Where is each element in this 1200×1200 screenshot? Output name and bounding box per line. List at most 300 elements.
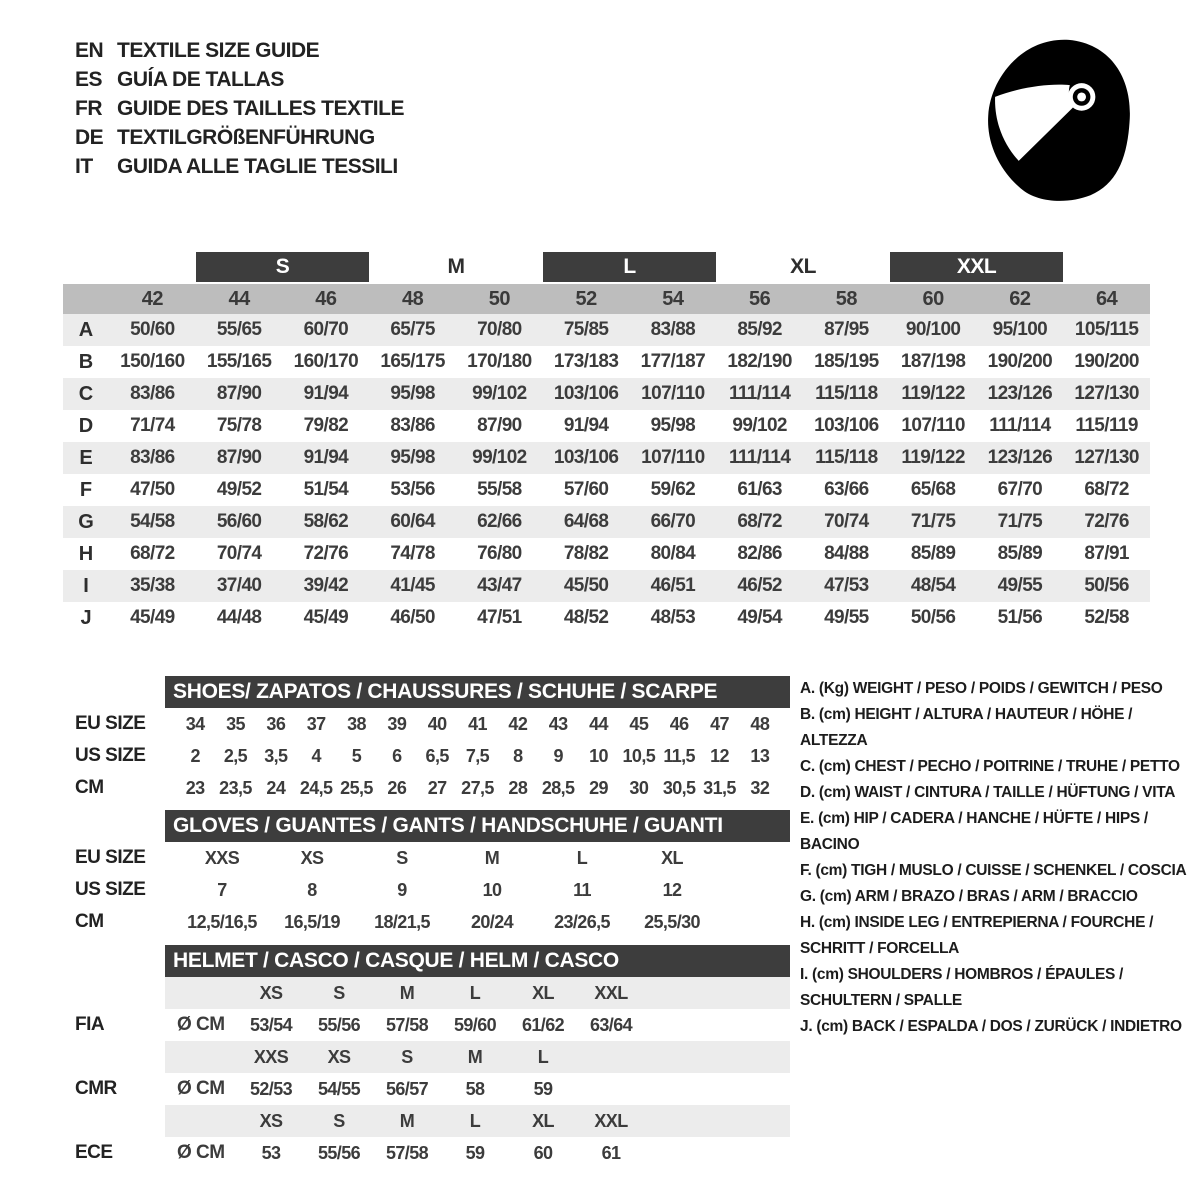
legend-unit: (cm) (812, 966, 844, 983)
measurement-cell: 115/118 (815, 447, 878, 468)
size-value-cell: 25,5/30 (644, 911, 700, 932)
gloves-size-values (165, 874, 790, 906)
row-label: CM (75, 911, 104, 932)
measurement-cell: 190/200 (1074, 351, 1139, 372)
measurement-cell: 95/98 (650, 415, 696, 436)
measurement-cell: 185/195 (814, 351, 879, 372)
size-value-cell: 53 (261, 1142, 281, 1163)
measurement-cell: 119/122 (901, 383, 965, 404)
row-letter: C (78, 382, 94, 405)
size-value-cell: 12 (710, 745, 729, 766)
legend-item (800, 884, 1198, 910)
helmet-standard-row (63, 1137, 790, 1169)
size-value-cell: 5 (351, 745, 362, 766)
gloves-table-title: GLOVES / GUANTES / GANTS / HANDSCHUHE / GUANTI (165, 810, 790, 842)
guide-title: GUIDE DES TAILLES TEXTILE (117, 96, 404, 120)
helmet-size-header-row (63, 1041, 790, 1073)
legend-text: HIP / CADERA / HANCHE / HÜFTE / HIPS / BACINO (800, 810, 1148, 853)
size-value-cell: 20/24 (470, 911, 514, 932)
measurement-cell: 107/110 (641, 447, 705, 468)
legend-text: HEIGHT / ALTURA / HAUTEUR / HÖHE / ALTEZZA (800, 706, 1133, 749)
measurement-row (63, 538, 1150, 570)
measurement-cell: 91/94 (303, 447, 349, 468)
size-value-cell: 29 (589, 777, 608, 798)
measurement-cell: 61/63 (737, 479, 782, 500)
gloves-size-values (165, 842, 790, 874)
measurement-cell: 57/60 (563, 479, 609, 500)
measurement-cell: 107/110 (641, 383, 705, 404)
language-code: DE (75, 125, 104, 149)
language-code: FR (75, 96, 102, 120)
legend-text: WAIST / CINTURA / TAILLE / HÜFTUNG / VITA (854, 784, 1176, 801)
measurement-cell: 46/51 (650, 575, 696, 596)
size-value-cell: 57/58 (385, 1014, 429, 1035)
language-title-list (75, 36, 404, 181)
measurement-cell: 48/53 (650, 607, 696, 628)
measurement-legend (800, 676, 1198, 1040)
measurement-cell: 107/110 (901, 415, 965, 436)
row-label: US SIZE (75, 745, 146, 766)
measurement-cell: 95/98 (390, 383, 435, 404)
measurement-row (63, 314, 1150, 346)
helmet-table-title: HELMET / CASCO / CASQUE / HELM / CASCO (165, 945, 790, 977)
measurement-cell: 83/88 (650, 319, 696, 340)
measurement-cell: 170/180 (467, 351, 532, 372)
measurement-cell: 177/187 (640, 351, 706, 372)
language-title-row (75, 65, 404, 94)
measurement-cell: 68/72 (1084, 479, 1129, 500)
size-value-cell: 11,5 (663, 745, 695, 766)
size-value-cell: 7,5 (465, 745, 490, 766)
size-value-cell: 59/60 (453, 1014, 497, 1035)
legend-item (800, 676, 1198, 702)
numeric-size-row (63, 284, 1150, 314)
size-value-cell: 61/62 (521, 1014, 565, 1035)
size-value-cell: M (484, 847, 500, 868)
gloves-rows (63, 842, 790, 938)
size-band-s: S (196, 252, 370, 282)
measurement-cell: 103/106 (814, 415, 879, 436)
helmet-size-name-cell: L (537, 1046, 549, 1067)
measurement-row (63, 506, 1150, 538)
measurement-cell: 182/190 (727, 351, 792, 372)
measurement-cell: 103/106 (553, 447, 619, 468)
shoes-size-values (165, 772, 790, 804)
measurement-cell: 47/53 (824, 575, 869, 596)
standard-label: CMR (75, 1078, 117, 1099)
measurement-cell: 49/55 (824, 607, 869, 628)
size-band-m: M (447, 255, 465, 278)
legend-key: I. (800, 966, 809, 983)
size-value-cell: 60 (533, 1142, 553, 1163)
measurement-cell: 71/74 (130, 415, 175, 436)
legend-text: ARM / BRAZO / BRAS / ARM / BRACCIO (854, 888, 1138, 905)
measurement-row (63, 442, 1150, 474)
size-value-cell: 11 (573, 879, 591, 900)
size-band-l: L (543, 252, 717, 282)
size-value-cell: 8 (307, 879, 317, 900)
legend-unit: (Kg) (818, 680, 849, 697)
measurement-cell: 46/50 (390, 607, 435, 628)
size-value-cell: 31,5 (703, 777, 736, 798)
size-value-cell: 12 (662, 879, 682, 900)
helmet-size-values (165, 1073, 790, 1105)
shoes-size-values (165, 740, 790, 772)
helmet-size-name-cell: XS (327, 1046, 351, 1067)
size-value-cell: XS (300, 847, 324, 868)
title-spacer (63, 810, 165, 842)
measurement-cell: 111/114 (728, 383, 791, 404)
numeric-size-cell: 44 (228, 287, 250, 310)
size-value-cell: 37 (306, 713, 326, 734)
size-value-cell: 2 (190, 745, 200, 766)
row-label: EU SIZE (75, 713, 146, 734)
measurement-cell: 105/115 (1074, 319, 1139, 340)
helmet-size-name-cell: S (333, 982, 345, 1003)
legend-key: A. (800, 680, 815, 697)
measurement-cell: 72/76 (303, 543, 349, 564)
shoes-size-row (63, 708, 790, 740)
size-value-cell: XL (661, 847, 683, 868)
size-value-cell: 4 (311, 745, 321, 766)
measurement-cell: 55/58 (477, 479, 522, 500)
size-value-cell: 27 (427, 777, 447, 798)
measurement-row (63, 570, 1150, 602)
standard-label: FIA (75, 1014, 105, 1035)
measurement-cell: 99/102 (732, 415, 787, 436)
size-value-cell: 30 (629, 777, 649, 798)
size-value-cell: 55/56 (317, 1142, 361, 1163)
size-value-cell: 10 (482, 879, 502, 900)
legend-key: D. (800, 784, 815, 801)
row-letter: I (83, 574, 89, 597)
legend-item (800, 858, 1198, 884)
helmet-size-header-row (63, 1105, 790, 1137)
language-code: EN (75, 38, 104, 62)
measurement-cell: 85/92 (737, 319, 782, 340)
size-value-cell: 56/57 (385, 1078, 429, 1099)
measurement-cell: 44/48 (216, 607, 262, 628)
helmet-standard-row (63, 1009, 790, 1041)
measurement-cell: 58/62 (303, 511, 349, 532)
legend-key: F. (800, 862, 812, 879)
legend-key: B. (800, 706, 815, 723)
language-code: ES (75, 67, 103, 91)
measurement-cell: 45/49 (130, 607, 175, 628)
measurement-cell: 82/86 (737, 543, 782, 564)
guide-title: GUÍA DE TALLAS (117, 67, 284, 91)
numeric-size-cell: 60 (922, 287, 944, 310)
size-value-cell: 44 (589, 713, 608, 734)
size-value-cell: 52/53 (249, 1078, 293, 1099)
title-spacer (63, 676, 165, 708)
row-letter: G (78, 510, 94, 533)
helmet-size-header-row (63, 977, 790, 1009)
measurement-cell: 187/198 (900, 351, 966, 372)
guide-title: GUIDA ALLE TAGLIE TESSILI (117, 154, 398, 178)
numeric-size-cell: 56 (749, 287, 771, 310)
shoes-size-row (63, 772, 790, 804)
size-value-cell: 57/58 (385, 1142, 429, 1163)
size-value-cell: 59 (465, 1142, 485, 1163)
measurement-cell: 59/62 (650, 479, 696, 500)
shoes-size-table (63, 676, 790, 804)
legend-text: INSIDE LEG / ENTREPIERNA / FOURCHE / SCHRITT / FORCELLA (800, 914, 1154, 957)
measurement-row (63, 378, 1150, 410)
unit-label: Ø CM (177, 1078, 225, 1099)
size-value-cell: L (576, 847, 588, 868)
helmet-size-name-cell: L (469, 982, 481, 1003)
size-value-cell: 23,5 (219, 777, 252, 798)
measurement-cell: 50/56 (910, 607, 956, 628)
size-value-cell: 43 (548, 713, 568, 734)
guide-title: TEXTILGRÖßENFÜHRUNG (117, 125, 375, 149)
legend-text: CHEST / PECHO / POITRINE / TRUHE / PETTO (854, 758, 1180, 775)
measurement-cell: 119/122 (901, 447, 965, 468)
measurement-cell: 39/42 (303, 575, 349, 596)
measurement-cell: 75/85 (563, 319, 609, 340)
measurement-cell: 53/56 (390, 479, 435, 500)
measurement-cell: 87/91 (1084, 543, 1129, 564)
measurement-row (63, 410, 1150, 442)
size-value-cell: 48 (750, 713, 770, 734)
measurement-cell: 70/80 (477, 319, 522, 340)
size-value-cell: 39 (387, 713, 407, 734)
size-value-cell: 7 (217, 879, 227, 900)
row-label: US SIZE (75, 879, 146, 900)
measurement-cell: 115/119 (1075, 415, 1138, 436)
measurement-cell: 65/68 (910, 479, 956, 500)
helmet-size-name-cell: XS (259, 982, 283, 1003)
helmet-size-name-cell: XXL (594, 982, 628, 1003)
size-value-cell: 9 (397, 879, 407, 900)
row-letter: D (78, 414, 94, 437)
size-value-cell: S (396, 847, 408, 868)
legend-key: J. (800, 1018, 813, 1035)
helmet-standard-row (63, 1073, 790, 1105)
size-value-cell: 9 (553, 745, 563, 766)
language-title-row (75, 94, 404, 123)
legend-unit: (cm) (818, 810, 850, 827)
measurement-cell: 60/64 (390, 511, 435, 532)
measurement-cell: 99/102 (472, 447, 527, 468)
measurement-row (63, 346, 1150, 378)
measurement-cell: 75/78 (216, 415, 262, 436)
size-value-cell: 34 (185, 713, 205, 734)
measurement-cell: 62/66 (477, 511, 522, 532)
size-value-cell: 32 (750, 777, 770, 798)
legend-unit: (cm) (815, 862, 848, 879)
unit-label: Ø CM (177, 1014, 225, 1035)
row-label-spacer (63, 1041, 165, 1073)
measurement-cell: 47/50 (130, 479, 175, 500)
size-value-cell: 47 (710, 713, 729, 734)
numeric-size-cell: 64 (1096, 287, 1118, 310)
measurement-cell: 123/126 (987, 383, 1053, 404)
shoes-size-values (165, 708, 790, 740)
helmet-size-names (165, 977, 790, 1009)
size-value-cell: 24,5 (299, 777, 333, 798)
numeric-size-cell: 58 (835, 287, 857, 310)
size-value-cell: 3,5 (264, 745, 288, 766)
legend-unit: (cm) (819, 888, 852, 905)
size-value-cell: 6 (392, 745, 402, 766)
size-value-cell: 6,5 (425, 745, 449, 766)
size-value-cell: 42 (508, 713, 528, 734)
size-value-cell: 45 (629, 713, 649, 734)
size-value-cell: 23 (185, 777, 205, 798)
measurement-rows (63, 314, 1150, 634)
measurement-cell: 48/54 (910, 575, 956, 596)
measurement-cell: 49/54 (737, 607, 782, 628)
helmet-icon (975, 36, 1143, 208)
measurement-cell: 87/90 (216, 383, 262, 404)
measurement-cell: 90/100 (905, 319, 961, 340)
numeric-size-cell: 52 (575, 287, 597, 310)
helmet-size-name-cell: S (401, 1046, 413, 1067)
helmet-size-name-cell: M (399, 1110, 415, 1131)
size-value-cell: XXS (204, 847, 240, 868)
measurement-cell: 91/94 (563, 415, 609, 436)
measurement-cell: 83/86 (390, 415, 435, 436)
legend-key: G. (800, 888, 816, 905)
measurement-cell: 84/88 (824, 543, 869, 564)
measurement-cell: 49/52 (216, 479, 262, 500)
size-value-cell: 38 (347, 713, 366, 734)
helmet-size-names (165, 1041, 790, 1073)
size-value-cell: 13 (750, 745, 770, 766)
legend-unit: (cm) (816, 1018, 848, 1035)
measurement-cell: 37/40 (216, 575, 262, 596)
measurement-cell: 51/54 (303, 479, 349, 500)
measurement-cell: 83/86 (130, 447, 175, 468)
legend-item (800, 780, 1198, 806)
measurement-cell: 190/200 (987, 351, 1053, 372)
size-value-cell: 12,5/16,5 (187, 911, 257, 932)
title-spacer (63, 945, 165, 977)
textile-size-table (63, 252, 1150, 634)
size-value-cell: 10 (589, 745, 608, 766)
row-label: CM (75, 777, 104, 798)
measurement-row (63, 602, 1150, 634)
row-letter: F (79, 478, 93, 501)
spacer (63, 938, 790, 945)
legend-text: TIGH / MUSLO / CUISSE / SCHENKEL / COSCIA (851, 862, 1187, 879)
size-value-cell: 41 (468, 713, 487, 734)
size-value-cell: 46 (669, 713, 689, 734)
measurement-cell: 85/89 (910, 543, 956, 564)
measurement-cell: 85/89 (997, 543, 1043, 564)
legend-item (800, 754, 1198, 780)
gloves-size-row (63, 906, 790, 938)
measurement-cell: 123/126 (987, 447, 1053, 468)
measurement-row (63, 474, 1150, 506)
measurement-cell: 165/175 (380, 351, 445, 372)
helmet-size-name-cell: XXS (253, 1046, 289, 1067)
measurement-cell: 60/70 (303, 319, 349, 340)
size-band-row (63, 252, 1150, 282)
measurement-cell: 45/49 (303, 607, 349, 628)
numeric-size-cell: 46 (315, 287, 337, 310)
legend-item (800, 806, 1198, 858)
size-value-cell: 16,5/19 (284, 911, 340, 932)
gloves-size-row (63, 842, 790, 874)
size-value-cell: 28 (508, 777, 528, 798)
legend-text: BACK / ESPALDA / DOS / ZURÜCK / INDIETRO (851, 1018, 1182, 1035)
measurement-cell: 80/84 (650, 543, 696, 564)
measurement-cell: 68/72 (737, 511, 782, 532)
measurement-cell: 64/68 (563, 511, 609, 532)
measurement-cell: 87/90 (216, 447, 262, 468)
helmet-size-name-cell: L (469, 1110, 481, 1131)
helmet-sections (63, 977, 790, 1169)
size-value-cell: 18/21,5 (374, 911, 430, 932)
size-value-cell: 28,5 (541, 777, 575, 798)
measurement-cell: 35/38 (130, 575, 175, 596)
measurement-cell: 71/75 (910, 511, 956, 532)
size-value-cell: 40 (427, 713, 447, 734)
helmet-size-name-cell: XL (532, 982, 554, 1003)
numeric-size-cell: 50 (488, 287, 510, 310)
size-band-xl: XL (790, 255, 816, 278)
gloves-size-table (63, 810, 790, 938)
measurement-cell: 45/50 (563, 575, 609, 596)
shoes-size-row (63, 740, 790, 772)
helmet-size-name-cell: M (399, 982, 415, 1003)
legend-item (800, 962, 1198, 1014)
measurement-cell: 150/160 (120, 351, 185, 372)
size-value-cell: 26 (387, 777, 407, 798)
size-value-cell: 54/55 (317, 1078, 361, 1099)
row-letter: A (78, 318, 94, 341)
helmet-size-name-cell: M (467, 1046, 483, 1067)
shoes-table-title: SHOES/ ZAPATOS / CHAUSSURES / SCHUHE / SCARPE (165, 676, 790, 708)
measurement-cell: 66/70 (650, 511, 696, 532)
legend-item (800, 1014, 1198, 1040)
helmet-size-values (165, 1009, 790, 1041)
measurement-cell: 72/76 (1084, 511, 1129, 532)
helmet-size-name-cell: XL (532, 1110, 554, 1131)
language-title-row (75, 123, 404, 152)
measurement-cell: 173/183 (553, 351, 619, 372)
guide-title: TEXTILE SIZE GUIDE (117, 38, 320, 62)
shoes-rows (63, 708, 790, 804)
legend-unit: (cm) (818, 784, 851, 801)
measurement-cell: 54/58 (130, 511, 175, 532)
legend-key: E. (800, 810, 815, 827)
measurement-cell: 155/165 (206, 351, 272, 372)
shoes-title-row (63, 676, 790, 708)
size-value-cell: 24 (266, 777, 286, 798)
size-value-cell: 61 (601, 1142, 621, 1163)
size-value-cell: 35 (226, 713, 245, 734)
measurement-cell: 111/114 (728, 447, 791, 468)
size-value-cell: 55/56 (317, 1014, 361, 1035)
measurement-cell: 50/60 (130, 319, 175, 340)
row-label-spacer (63, 977, 165, 1009)
measurement-cell: 74/78 (390, 543, 435, 564)
row-label-spacer (63, 1105, 165, 1137)
measurement-cell: 47/51 (477, 607, 522, 628)
standard-label: ECE (75, 1142, 113, 1163)
size-value-cell: 25,5 (340, 777, 373, 798)
numeric-size-cell: 48 (402, 287, 424, 310)
measurement-cell: 95/98 (390, 447, 435, 468)
legend-unit: (cm) (818, 706, 851, 723)
measurement-cell: 127/130 (1074, 383, 1139, 404)
measurement-cell: 91/94 (303, 383, 349, 404)
legend-unit: (cm) (818, 758, 851, 775)
